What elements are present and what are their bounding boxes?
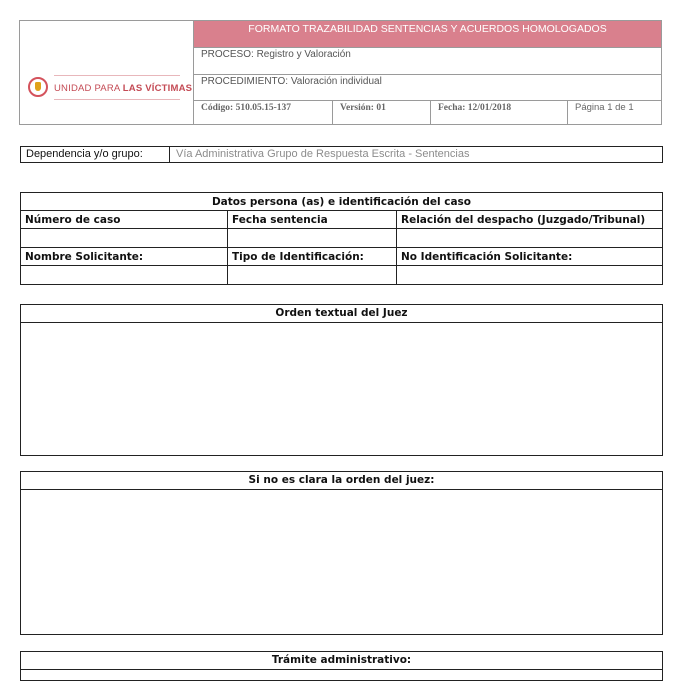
version-field: Versión: 01 — [333, 101, 431, 124]
meta-row — [194, 101, 661, 124]
orden-juez-textarea[interactable] — [21, 323, 662, 455]
no-clara-textarea[interactable] — [21, 490, 662, 634]
nombre-solicitante-input[interactable] — [21, 266, 228, 285]
dependencia-value[interactable]: Vía Administrativa Grupo de Respuesta Escrita - Sentencias — [176, 148, 470, 160]
tramite-section — [20, 651, 663, 681]
relacion-despacho-input[interactable] — [397, 229, 663, 248]
tramite-title: Trámite administrativo: — [21, 652, 662, 670]
logo-divider — [54, 99, 180, 100]
datos-title: Datos persona (as) e identificación del caso — [21, 193, 663, 211]
numero-caso-input[interactable] — [21, 229, 228, 248]
logo: UNIDAD PARA LAS VÍCTIMAS — [54, 83, 193, 94]
logo-cell — [20, 21, 194, 124]
no-identificacion-label: No Identificación Solicitante: — [397, 248, 663, 266]
no-clara-section — [20, 471, 663, 635]
fecha-sentencia-input[interactable] — [228, 229, 397, 248]
tipo-identificacion-label: Tipo de Identificación: — [228, 248, 397, 266]
relacion-despacho-label: Relación del despacho (Juzgado/Tribunal) — [397, 211, 663, 229]
form-header — [19, 20, 662, 125]
orden-juez-title: Orden textual del Juez — [21, 305, 662, 323]
procedimiento-field: PROCEDIMIENTO: Valoración individual — [194, 75, 661, 101]
proceso-field: PROCESO: Registro y Valoración — [194, 48, 661, 75]
nombre-solicitante-label: Nombre Solicitante: — [21, 248, 228, 266]
logo-divider — [54, 75, 180, 76]
datos-table — [20, 192, 663, 285]
coat-of-arms-icon — [28, 77, 48, 97]
tipo-identificacion-input[interactable] — [228, 266, 397, 285]
fecha-sentencia-label: Fecha sentencia — [228, 211, 397, 229]
fecha-field: Fecha: 12/01/2018 — [431, 101, 568, 124]
pagina-field: Página 1 de 1 — [575, 102, 634, 113]
numero-caso-label: Número de caso — [21, 211, 228, 229]
dependencia-label: Dependencia y/o grupo: — [21, 147, 170, 162]
orden-juez-section — [20, 304, 663, 456]
codigo-field: Código: 510.05.15-137 — [194, 101, 333, 124]
form-title: FORMATO TRAZABILIDAD SENTENCIAS Y ACUERDOS HOMOLOGADOS — [194, 21, 661, 48]
no-clara-title: Si no es clara la orden del juez: — [21, 472, 662, 490]
no-identificacion-input[interactable] — [397, 266, 663, 285]
dependencia-row — [20, 146, 663, 163]
